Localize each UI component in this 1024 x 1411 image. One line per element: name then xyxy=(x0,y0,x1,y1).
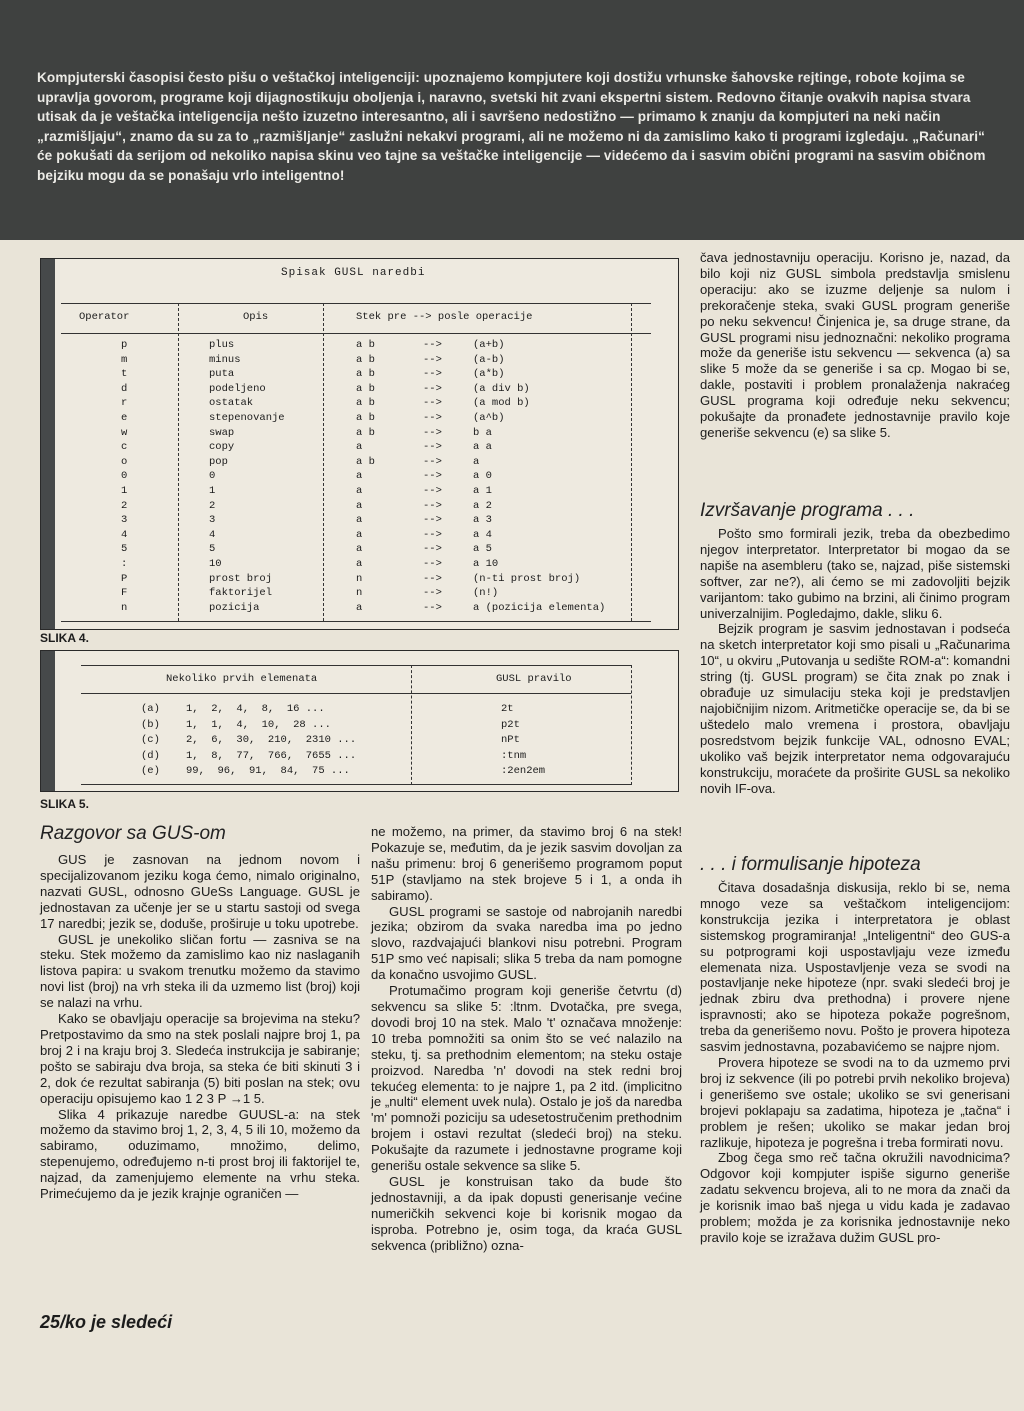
table-header-row xyxy=(61,311,671,328)
cell-operator: 4 xyxy=(121,528,128,541)
cell-operator: F xyxy=(121,587,128,600)
cell-operator: 5 xyxy=(121,543,128,556)
cell-arrow: --> xyxy=(423,601,442,614)
table-row xyxy=(61,750,671,765)
cell-stack-before: a xyxy=(356,441,363,454)
cell-stack-after: a 4 xyxy=(473,528,492,541)
cell-stack-before: a b xyxy=(356,339,375,351)
section-heading: Razgovor sa GUS-om xyxy=(40,823,226,844)
figure-caption-5: SLIKA 5. xyxy=(40,797,89,811)
cell-arrow: --> xyxy=(423,455,442,468)
cell-arrow: --> xyxy=(423,382,442,395)
table-row xyxy=(61,602,671,619)
cell-rule: :tnm xyxy=(501,749,527,762)
cell-stack-before: a b xyxy=(356,353,375,366)
cell-stack-after: a xyxy=(473,455,480,468)
cell-stack-after: (a*b) xyxy=(473,368,505,381)
cell-operator: m xyxy=(121,353,128,366)
cell-stack-before: a xyxy=(356,470,363,483)
cell-stack-before: a b xyxy=(356,368,375,381)
cell-stack-after: a (pozicija elementa) xyxy=(473,601,606,614)
article-column-1 xyxy=(40,852,360,1202)
cell-arrow: --> xyxy=(423,587,442,600)
table-side-bar xyxy=(41,651,55,791)
cell-arrow: --> xyxy=(423,426,442,439)
cell-description: faktorijel xyxy=(209,587,273,600)
table-row xyxy=(61,719,671,734)
cell-sequence: 1, 1, 4, 10, 28 ... xyxy=(186,718,331,731)
cell-description: stepenovanje xyxy=(209,412,285,424)
table-row xyxy=(61,765,671,780)
cell-rule: p2t xyxy=(501,718,520,731)
cell-arrow: --> xyxy=(423,499,442,512)
paragraph: Bejzik program je sasvim jednostavan i podseća na sketch interpretator koji smo pisali u „Računarima 10“, u okviru „Putovanja u sedište ROM-a“: komandni string (tj. GUSL program) se čita znak po znak i obrađuje uz simulaciju steka koji je predstavljen najobičnijim nizom. Aritmetičke operacije se, da bi se uštedelo malo vremena i prostora, obavljaju posredstvom bejzik funkcije VAL, odnosno EVAL; ukoliko vaš bejzik interpretator nema odgovarajuću konstrukciju, moraćete da proširite GUSL sa nekoliko novih IF-ova. xyxy=(700,621,1010,796)
article-column-3b xyxy=(700,526,1010,796)
cell-arrow: --> xyxy=(423,397,442,410)
cell-stack-after: a 10 xyxy=(473,558,499,570)
cell-operator: t xyxy=(121,368,128,381)
paragraph: Slika 4 prikazuje naredbe GUUSL-a: na stek možemo da stavimo broj 1, 2, 3, 4, 5 ili 10, možemo da sabiramo, oduzimamo, množimo, delimo, stepenujemo, određujemo n-ti prost broj ili faktorijel te, najzad, da zamenjujemo elemente na vrhu steka. Primećujemo da je jezik krajnje ograničen — xyxy=(40,1106,360,1202)
cell-description: podeljeno xyxy=(209,382,266,395)
cell-stack-after: (a div b) xyxy=(473,382,530,395)
cell-description: 5 xyxy=(209,543,216,556)
cell-description: 0 xyxy=(209,470,216,483)
cell-stack-after: a 2 xyxy=(473,499,492,512)
cell-description: plus xyxy=(209,339,235,351)
header-elements: Nekoliko prvih elemenata xyxy=(166,673,318,685)
cell-description: pozicija xyxy=(209,601,260,614)
cell-stack-after: a 0 xyxy=(473,470,492,483)
cell-operator: n xyxy=(121,601,128,614)
cell-description: ostatak xyxy=(209,397,254,410)
table-rule xyxy=(61,333,651,334)
intro-banner xyxy=(0,0,1024,240)
cell-arrow: --> xyxy=(423,485,442,497)
section-heading: . . . i formulisanje hipoteza xyxy=(700,854,921,875)
cell-rule: nPt xyxy=(501,734,520,746)
section-heading: Izvršavanje programa . . . xyxy=(700,500,915,521)
cell-sequence: 1, 8, 77, 766, 7655 ... xyxy=(186,749,357,762)
cell-description: 10 xyxy=(209,558,222,570)
cell-stack-after: a 1 xyxy=(473,485,492,497)
cell-operator: w xyxy=(121,426,128,439)
cell-stack-before: a xyxy=(356,543,363,556)
cell-description: pop xyxy=(209,455,228,468)
cell-description: 2 xyxy=(209,499,216,512)
table-side-bar xyxy=(41,259,55,629)
cell-label: (e) xyxy=(141,765,160,777)
cell-arrow: --> xyxy=(423,514,442,527)
cell-arrow: --> xyxy=(423,412,442,424)
cell-label: (b) xyxy=(141,718,160,731)
cell-description: minus xyxy=(209,353,241,366)
cell-description: swap xyxy=(209,426,235,439)
intro-text: Kompjuterski časopisi često pišu o veštačkoj inteligenciji: upoznajemo kompjutere koji dostižu vrhunske šahovske rejtinge, robote kojima se upravlja govorom, programe koji dijagnostikuju oboljenja i, naravno, svetski hit zvani ekspertni sistem. Redovno čitanje ovakvih napisa stvara utisak da je veštačka inteligencija nešto izuzetno interesantno, ali i savršeno nedostižno — primamo k znanju da kompjuteri na neki način „razmišljaju“, znamo da su za to „razmišljanje“ zaslužni nekakvi programi, ali ne možemo ni da zamislimo kako ti programi izgledaju. „Računari“ će pokušati da serijom od nekoliko napisa skinu veo tajne sa veštačke inteligencije — videćemo da i sasvim obični programi na sasvim običnom bejziku mogu da se ponašaju vrlo inteligentno! xyxy=(37,70,986,183)
cell-stack-after: (a-b) xyxy=(473,353,505,366)
paragraph: Kako se obavljaju operacije sa brojevima na steku? Pretpostavimo da smo na stek poslali najpre broj 1, pa broj 2 i na kraju broj 3. Sledeća instrukcija je sabiranje; pošto se sabiraju dva broja, sa steka će biti skinuti 3 i 2, dok će rezultat sabiranja (5) biti poslan na stek; ovu operaciju opisujemo kao 1 2 3 P →1 5. xyxy=(40,1011,360,1106)
cell-operator: p xyxy=(121,339,128,351)
cell-operator: e xyxy=(121,412,128,424)
paragraph: Provera hipoteze se svodi na to da uzmemo prvi broj iz sekvence (ili po potrebi prvih nekoliko brojeva) i generišemo sve ostale; ukoliko se svi generisani brojevi poklapaju sa zadatima, hipoteza je „tačna“ i problem je rešen; ukoliko se makar jedan broj razlikuje, hipoteza je pogrešna i treba formirati novu. xyxy=(700,1054,1010,1150)
table-row xyxy=(61,703,671,718)
header-operator: Operator xyxy=(79,311,130,323)
cell-stack-before: a xyxy=(356,485,363,497)
cell-operator: 2 xyxy=(121,499,128,512)
cell-arrow: --> xyxy=(423,368,442,381)
sequence-table xyxy=(40,650,679,792)
continuation-note: 25/ko je sledeći xyxy=(40,1312,173,1332)
cell-arrow: --> xyxy=(423,543,442,556)
cell-stack-after: (n-ti prost broj) xyxy=(473,572,581,585)
paragraph: Pošto smo formirali jezik, treba da obezbedimo njegov interpretator. Interpretator bi mogao da se napiše na asembleru (tako se, najzad, piše sistemski softver, zar ne?), ali ćemo se mi zadovoljiti bejzik varijantom: tako gubimo na brzini, ali činimo program univerzalnijim. Pogledajmo, dakle, sliku 6. xyxy=(700,526,1010,621)
table-row xyxy=(61,734,671,749)
cell-stack-before: a b xyxy=(356,455,375,468)
cell-stack-before: a b xyxy=(356,397,375,410)
cell-label: (d) xyxy=(141,749,160,762)
cell-stack-after: (a mod b) xyxy=(473,397,530,410)
paragraph: Čitava dosadašnja diskusija, reklo bi se, nema mnogo veze sa veštačkom inteligencijom: konstrukcija jezika i interpretatora je oblast sistemskog programiranja! „Inteligentni“ deo GUS-a su potprogrami koji uspostavljaju veze između elemenata niza. Uspostavljenje veza se svodi na postavljanje neke hipoteze (npr. svaki sledeći broj je jednak zbiru dva prethodna) i provere njene ispravnosti; ako se hipoteza pokaže pogrešnom, treba da generišemo novu. Pošto je provera hipoteza sasvim jednostavna, pozabavićemo se najpre njom. xyxy=(700,880,1010,1055)
cell-arrow: --> xyxy=(423,353,442,366)
cell-stack-before: a b xyxy=(356,426,375,439)
paragraph: GUS je zasnovan na jednom novom i specijalizovanom jeziku koga ćemo, nimalo originalno, nazvati GUSL, odnosno GUeSs Language. GUSL je jednostavan za učenje jer se u startu sastoji od svega 17 naredbi; jezik se, doduše, proširuje u toku upotrebe. xyxy=(40,852,360,931)
cell-stack-before: n xyxy=(356,572,363,585)
cell-operator: P xyxy=(121,572,128,585)
cell-stack-after: b a xyxy=(473,426,492,439)
cell-description: prost broj xyxy=(209,572,273,585)
paragraph: Protumačimo program koji generiše četvrtu (d) sekvencu sa slike 5: :ltnm. Dvotačka, pre svega, dovodi broj 10 na stek. Malo 't' označava množenje: 10 treba pomnožiti sa onim što se već nalazilo na steku, tj. sa prethodnim elementom; na steku ostaje proizvod. Naredba 'n' dovodi na stek redni broj tekućeg elementa: to je najpre 1, pa 2 itd. (implicitno je „nulti“ element uvek nula). Ostalo je još da naredba 'm' pomnoži poziciju sa udesetostručenim prethodnim brojem i ostavi rezultat (sledeći broj) na steku. Pokušajte da razumete i jednostavne programe koji generišu ostale sekvence sa slike 5. xyxy=(371,983,682,1174)
paragraph: Zbog čega smo reč tačna okružili navodnicima? Odgovor koji kompjuter ispiše sigurno generiše zadatu sekvencu brojeva, ali to ne mora da znači da je korisnik imao baš njega u vidu kada je zadavao problem; možda je za korisnika jednostavnije neko pravilo koje se izražava dužim GUSL pro- xyxy=(700,1150,1010,1245)
cell-stack-after: (a^b) xyxy=(473,412,505,424)
header-stek: Stek pre --> posle operacije xyxy=(356,311,533,323)
cell-stack-before: a xyxy=(356,514,363,527)
cell-stack-before: a xyxy=(356,558,363,570)
table-rule xyxy=(81,784,631,785)
cell-operator: : xyxy=(121,558,128,570)
paragraph: GUSL je unekoliko sličan fortu — zasniva se na steku. Stek možemo da zamislimo kao niz naslaganih listova papira: u svakom trenutku možemo da stavimo novi list (broj) na vrh steka ili da uzmemo list (broj) koji se nalazi na vrhu. xyxy=(40,931,360,1011)
header-rule: GUSL pravilo xyxy=(496,673,572,685)
cell-arrow: --> xyxy=(423,558,442,570)
header-opis: Opis xyxy=(243,311,269,323)
cell-stack-after: a 3 xyxy=(473,514,492,527)
cell-operator: c xyxy=(121,441,128,454)
paragraph: GUSL je konstruisan tako da bude što jednostavniji, a da ipak dopusti generisanje većine numeričkih sekvenci koje bi korisnik mogao da isproba. Potrebno je, osim toga, da kraća GUSL sekvenca (približno) ozna- xyxy=(371,1173,682,1253)
cell-arrow: --> xyxy=(423,528,442,541)
cell-stack-before: a xyxy=(356,499,363,512)
cell-stack-after: a a xyxy=(473,441,492,454)
cell-rule: 2t xyxy=(501,703,514,715)
cell-operator: r xyxy=(121,397,128,410)
cell-label: (c) xyxy=(141,734,160,746)
cell-arrow: --> xyxy=(423,470,442,483)
table-rule xyxy=(81,665,631,666)
cell-stack-before: n xyxy=(356,587,363,600)
cell-sequence: 2, 6, 30, 210, 2310 ... xyxy=(186,734,357,746)
cell-stack-before: a b xyxy=(356,412,375,424)
cell-arrow: --> xyxy=(423,339,442,351)
article-column-2 xyxy=(371,824,682,1253)
cell-operator: d xyxy=(121,382,128,395)
cell-stack-before: a b xyxy=(356,382,375,395)
figure-caption-4: SLIKA 4. xyxy=(40,631,89,645)
cell-description: 4 xyxy=(209,528,216,541)
cell-description: puta xyxy=(209,368,235,381)
cell-label: (a) xyxy=(141,703,160,715)
cell-stack-after: (n!) xyxy=(473,587,499,600)
cell-sequence: 1, 2, 4, 8, 16 ... xyxy=(186,703,325,715)
paragraph: čava jednostavniju operaciju. Korisno je, nazad, da bilo koji niz GUSL simbola predstavlja smislenu operaciju: ako se izuzme deljenje sa nulom i prekoračenje steka, svaki GUSL program generiše po neku sekvencu! Činjenica je, sa druge strane, da GUSL programi nisu jednoznačni: nekoliko programa može da generiše istu sekvencu — sekvenca (a) sa slike 5 može da se generiše i sa cp. Mogao bi se, dakle, postaviti i problem pronalaženja nakraćeg GUSL programa koji određuje neku sekvencu; pokušajte da pronađete jednostavnije pravilo koje generiše sekvencu (e) sa slike 5. xyxy=(700,250,1010,440)
cell-arrow: --> xyxy=(423,441,442,454)
cell-description: copy xyxy=(209,441,235,454)
paragraph: GUSL programi se sastoje od nabrojanih naredbi jezika; obzirom da svaka naredba ima po jedno slovo, razdvajajući blankovi nisu potrebni. Program 51P smo već napisali; slika 5 treba da nam pomogne da konačno usvojimo GUSL. xyxy=(371,903,682,983)
cell-operator: 0 xyxy=(121,470,128,483)
cell-stack-before: a xyxy=(356,601,363,614)
table-rule xyxy=(61,303,651,304)
cell-stack-after: (a+b) xyxy=(473,339,505,351)
cell-arrow: --> xyxy=(423,572,442,585)
cell-description: 3 xyxy=(209,514,216,527)
table-rule xyxy=(81,693,631,694)
gusl-commands-table xyxy=(40,258,679,630)
cell-operator: 3 xyxy=(121,514,128,527)
article-column-3 xyxy=(700,250,1010,441)
article-column-3c xyxy=(700,880,1010,1246)
paragraph: ne možemo, na primer, da stavimo broj 6 na stek! Pokazuje se, međutim, da je jezik sasvim dovoljan za našu primenu: broj 6 generišemo programom poput 51P (stavljamo na stek brojeve 5 i 1, a onda ih sabiramo). xyxy=(371,824,682,903)
cell-stack-after: a 5 xyxy=(473,543,492,556)
cell-operator: o xyxy=(121,455,128,468)
cell-rule: :2en2em xyxy=(501,765,546,777)
cell-stack-before: a xyxy=(356,528,363,541)
table-header-row xyxy=(61,673,671,688)
table-rule xyxy=(61,621,651,622)
cell-description: 1 xyxy=(209,485,216,497)
cell-sequence: 99, 96, 91, 84, 75 ... xyxy=(186,765,350,777)
cell-operator: 1 xyxy=(121,485,128,497)
table-title: Spisak GUSL naredbi xyxy=(281,267,426,279)
